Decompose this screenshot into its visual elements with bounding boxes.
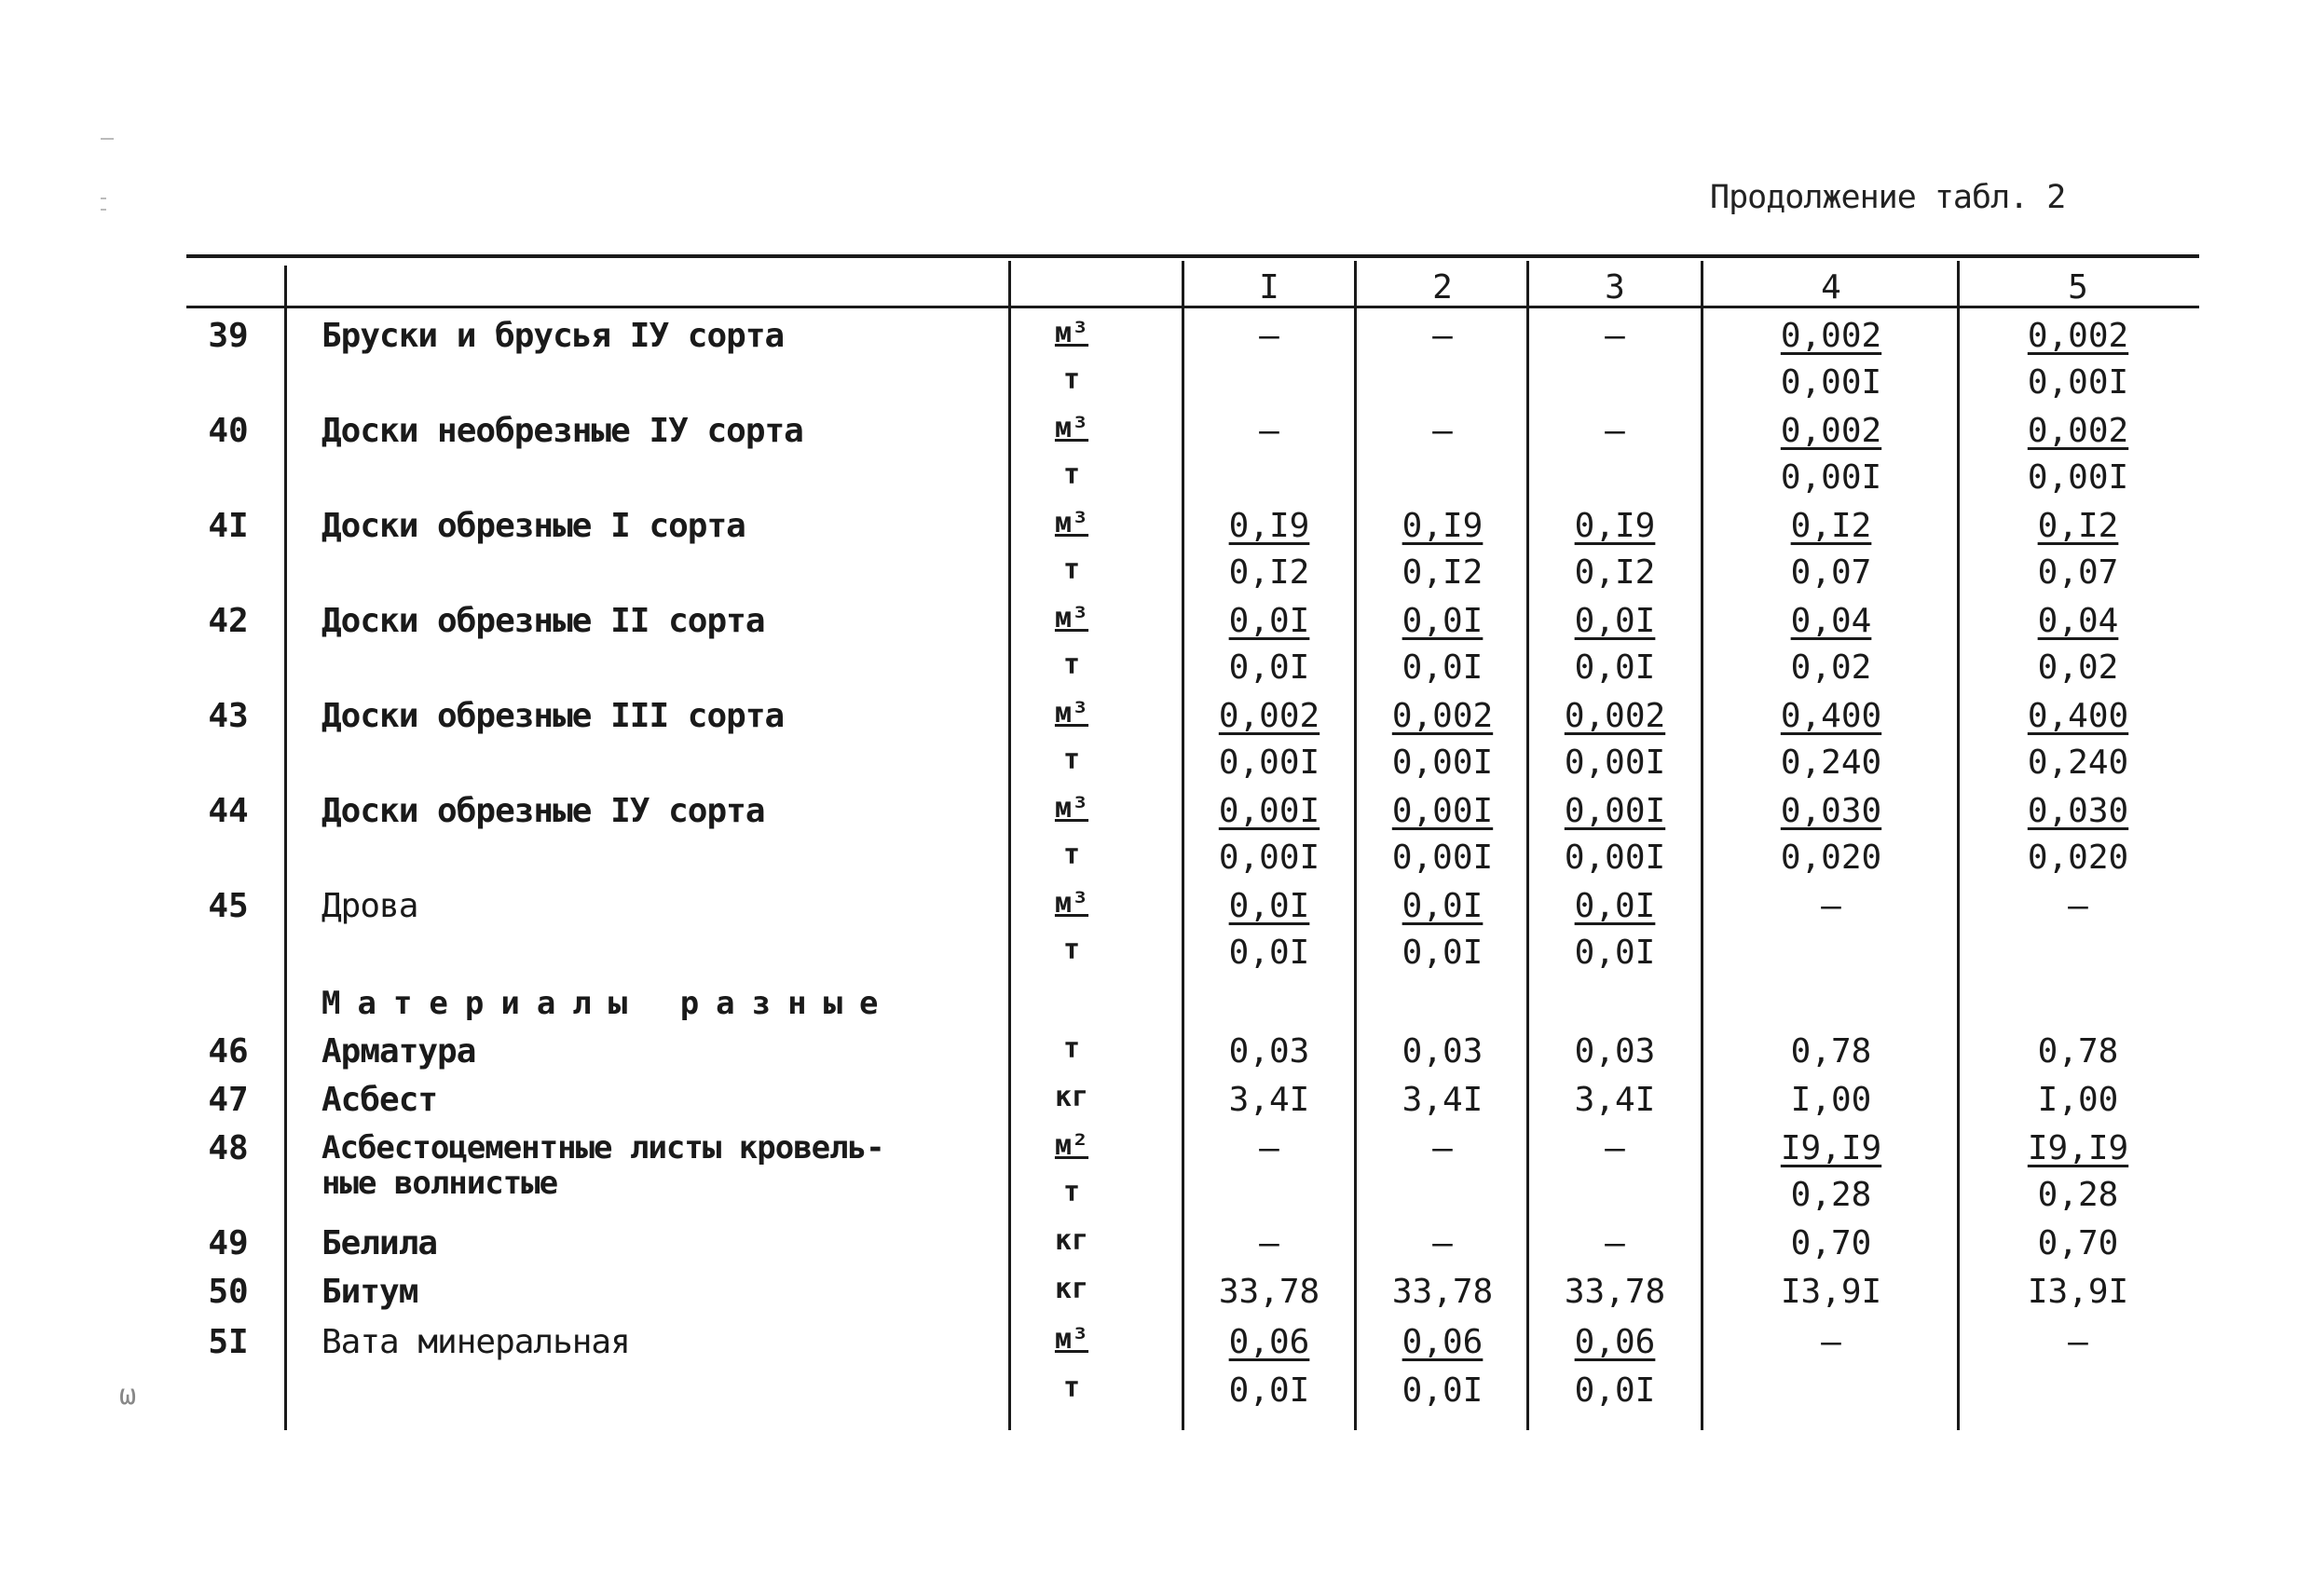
unit-mass: т: [1062, 1176, 1081, 1208]
column-header-1: I: [1259, 268, 1279, 307]
value-cell: 0,03: [1574, 1032, 1656, 1071]
value-cell: –: [1432, 1224, 1453, 1262]
row-number: 4I: [208, 507, 249, 545]
value-cell: 0,I9: [1574, 507, 1656, 545]
value-cell: 0,00I: [2027, 458, 2129, 497]
row-number: 5I: [208, 1323, 249, 1361]
value-cell: –: [1605, 1224, 1625, 1262]
value-cell: –: [1259, 412, 1279, 450]
material-name: Доски обрезные II сорта: [321, 602, 765, 640]
row-number: 50: [208, 1273, 249, 1311]
value-cell: 0,00I: [1780, 458, 1882, 497]
value-cell: –: [1605, 317, 1625, 355]
value-cell: I9,I9: [2027, 1129, 2129, 1167]
column-divider: [1526, 261, 1529, 1430]
value-cell: 3,4I: [1228, 1081, 1310, 1119]
value-cell: 0,00I: [1218, 743, 1320, 782]
value-cell: 0,07: [2037, 553, 2119, 592]
value-cell: 0,0I: [1402, 602, 1484, 640]
value-cell: 0,00I: [1391, 792, 1494, 830]
value-cell: 0,00I: [1564, 839, 1666, 877]
unit-mass: т: [1062, 363, 1081, 396]
value-cell: 0,03: [1228, 1032, 1310, 1071]
value-cell: 0,06: [1574, 1323, 1656, 1361]
unit: т: [1062, 1032, 1081, 1065]
value-cell: 33,78: [1564, 1273, 1666, 1311]
value-cell: 0,0I: [1228, 648, 1310, 687]
column-divider: [284, 266, 287, 1430]
row-number: 49: [208, 1224, 249, 1262]
value-cell: 0,020: [2027, 839, 2129, 877]
margin-stamp: ω: [119, 1379, 137, 1412]
value-cell: –: [1259, 1129, 1279, 1167]
value-cell: –: [2068, 1323, 2088, 1361]
value-cell: –: [1605, 1129, 1625, 1167]
value-cell: 0,02: [1790, 648, 1872, 687]
value-cell: 0,0I: [1228, 602, 1310, 640]
value-cell: –: [1821, 887, 1841, 925]
column-header-5: 5: [2068, 268, 2088, 307]
value-cell: 0,0I: [1574, 934, 1656, 972]
value-cell: 0,03: [1402, 1032, 1484, 1071]
unit-mass: т: [1062, 553, 1081, 586]
value-cell: 0,0I: [1574, 602, 1656, 640]
value-cell: 0,04: [1790, 602, 1872, 640]
value-cell: –: [1432, 317, 1453, 355]
section-title: Материалы разные: [321, 985, 896, 1022]
value-cell: 3,4I: [1402, 1081, 1484, 1119]
value-cell: 0,240: [2027, 743, 2129, 782]
value-cell: 0,I2: [1402, 553, 1484, 592]
material-name: Арматура: [321, 1032, 476, 1071]
value-cell: 0,0I: [1402, 1371, 1484, 1410]
row-number: 42: [208, 602, 249, 640]
value-cell: 0,0I: [1402, 648, 1484, 687]
value-cell: 0,030: [1780, 792, 1882, 830]
value-cell: 0,00I: [1218, 792, 1320, 830]
material-name-continued: ные волнистые: [321, 1165, 558, 1202]
value-cell: 0,0I: [1402, 934, 1484, 972]
unit-volume: м³: [1054, 792, 1089, 825]
value-cell: 0,06: [1228, 1323, 1310, 1361]
row-number: 39: [208, 317, 249, 355]
material-name: Битум: [321, 1273, 418, 1311]
row-number: 44: [208, 792, 249, 830]
value-cell: 0,06: [1402, 1323, 1484, 1361]
value-cell: 0,I2: [1228, 553, 1310, 592]
material-name: Асбест: [321, 1081, 438, 1119]
value-cell: I3,9I: [2027, 1273, 2129, 1311]
value-cell: 0,00I: [1780, 363, 1882, 402]
value-cell: 0,00I: [1218, 839, 1320, 877]
material-name: Доски обрезные IУ сорта: [321, 792, 765, 830]
value-cell: 0,I2: [1574, 553, 1656, 592]
value-cell: 0,78: [2037, 1032, 2119, 1071]
unit: кг: [1054, 1273, 1089, 1305]
row-number: 43: [208, 697, 249, 735]
value-cell: 0,78: [1790, 1032, 1872, 1071]
value-cell: 0,0I: [1574, 648, 1656, 687]
unit-mass: т: [1062, 1371, 1081, 1404]
value-cell: 0,00I: [2027, 363, 2129, 402]
unit-mass: т: [1062, 839, 1081, 871]
value-cell: 0,002: [1218, 697, 1320, 735]
unit-area: м²: [1054, 1129, 1089, 1162]
value-cell: 0,00I: [1391, 839, 1494, 877]
margin-mark: [101, 198, 106, 199]
material-name: Асбестоцементные листы кровель-: [321, 1129, 884, 1166]
value-cell: 0,70: [2037, 1224, 2119, 1262]
table-top-rule: [186, 254, 2199, 258]
value-cell: 0,00I: [1564, 743, 1666, 782]
column-divider: [1182, 261, 1184, 1430]
value-cell: 0,07: [1790, 553, 1872, 592]
value-cell: –: [1432, 412, 1453, 450]
value-cell: I3,9I: [1780, 1273, 1882, 1311]
value-cell: I9,I9: [1780, 1129, 1882, 1167]
unit-volume: м³: [1054, 602, 1089, 634]
margin-mark: [101, 209, 106, 211]
value-cell: 0,0I: [1228, 934, 1310, 972]
value-cell: 0,400: [1780, 697, 1882, 735]
unit-volume: м³: [1054, 697, 1089, 730]
column-divider: [1008, 261, 1011, 1430]
row-number: 47: [208, 1081, 249, 1119]
value-cell: 0,02: [2037, 648, 2119, 687]
value-cell: 0,002: [2027, 317, 2129, 355]
value-cell: 0,I9: [1402, 507, 1484, 545]
value-cell: 0,020: [1780, 839, 1882, 877]
column-header-2: 2: [1432, 268, 1453, 307]
value-cell: 0,I2: [1790, 507, 1872, 545]
material-name: Дрова: [321, 887, 418, 925]
unit: кг: [1054, 1224, 1089, 1257]
material-name: Белила: [321, 1224, 438, 1262]
unit-volume: м³: [1054, 412, 1089, 444]
column-header-4: 4: [1821, 268, 1841, 307]
value-cell: 0,002: [1564, 697, 1666, 735]
value-cell: 0,28: [2037, 1176, 2119, 1214]
unit-mass: т: [1062, 743, 1081, 776]
value-cell: –: [1821, 1323, 1841, 1361]
margin-mark: [101, 138, 114, 140]
value-cell: 0,0I: [1574, 1371, 1656, 1410]
row-number: 40: [208, 412, 249, 450]
value-cell: 0,0I: [1574, 887, 1656, 925]
value-cell: 0,0I: [1228, 887, 1310, 925]
value-cell: 0,I9: [1228, 507, 1310, 545]
value-cell: 0,28: [1790, 1176, 1872, 1214]
value-cell: 0,04: [2037, 602, 2119, 640]
value-cell: 0,240: [1780, 743, 1882, 782]
value-cell: 0,002: [1780, 412, 1882, 450]
column-divider: [1701, 261, 1703, 1430]
unit-volume: м³: [1054, 887, 1089, 920]
value-cell: –: [1605, 412, 1625, 450]
material-name: Доски обрезные III сорта: [321, 697, 785, 735]
unit-mass: т: [1062, 934, 1081, 966]
value-cell: 0,002: [1780, 317, 1882, 355]
value-cell: I,00: [1790, 1081, 1872, 1119]
unit-volume: м³: [1054, 1323, 1089, 1356]
value-cell: –: [1259, 317, 1279, 355]
value-cell: 0,030: [2027, 792, 2129, 830]
page-caption: Продолжение табл. 2: [1710, 179, 2066, 216]
value-cell: –: [2068, 887, 2088, 925]
value-cell: 3,4I: [1574, 1081, 1656, 1119]
row-number: 45: [208, 887, 249, 925]
value-cell: 0,0I: [1228, 1371, 1310, 1410]
column-header-3: 3: [1605, 268, 1625, 307]
column-divider: [1354, 261, 1357, 1430]
value-cell: –: [1432, 1129, 1453, 1167]
value-cell: 0,002: [1391, 697, 1494, 735]
value-cell: 0,400: [2027, 697, 2129, 735]
material-name: Вата минеральная: [321, 1323, 630, 1361]
material-name: Доски необрезные IУ сорта: [321, 412, 803, 450]
value-cell: 0,70: [1790, 1224, 1872, 1262]
material-name: Доски обрезные I сорта: [321, 507, 745, 545]
unit-volume: м³: [1054, 507, 1089, 539]
column-divider: [1957, 261, 1960, 1430]
value-cell: 0,00I: [1564, 792, 1666, 830]
value-cell: –: [1259, 1224, 1279, 1262]
value-cell: 33,78: [1218, 1273, 1320, 1311]
unit-mass: т: [1062, 458, 1081, 491]
unit-volume: м³: [1054, 317, 1089, 349]
unit-mass: т: [1062, 648, 1081, 681]
row-number: 46: [208, 1032, 249, 1071]
value-cell: 0,I2: [2037, 507, 2119, 545]
value-cell: I,00: [2037, 1081, 2119, 1119]
unit: кг: [1054, 1081, 1089, 1113]
value-cell: 33,78: [1391, 1273, 1494, 1311]
row-number: 48: [208, 1129, 249, 1167]
value-cell: 0,00I: [1391, 743, 1494, 782]
material-name: Бруски и брусья IУ сорта: [321, 317, 785, 355]
value-cell: 0,002: [2027, 412, 2129, 450]
value-cell: 0,0I: [1402, 887, 1484, 925]
